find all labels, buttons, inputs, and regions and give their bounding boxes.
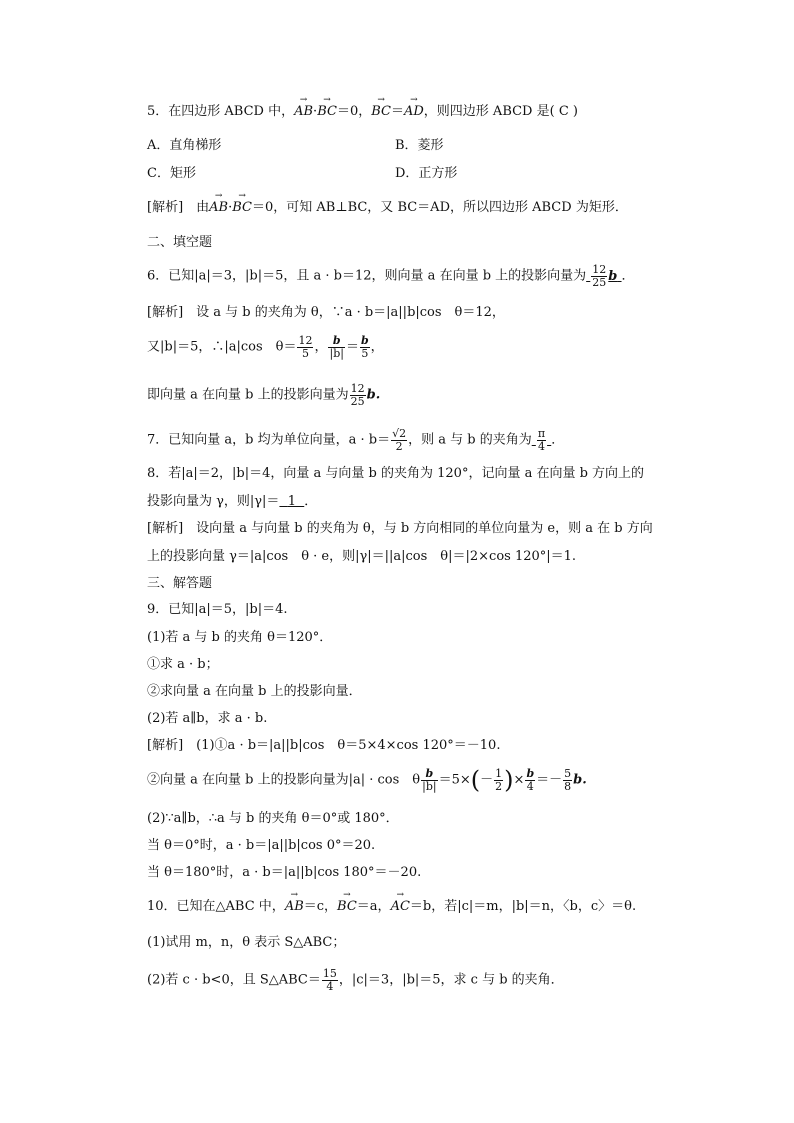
fraction-denominator: |b|: [422, 779, 437, 793]
q10-stem-text: 10．已知在△ABC 中，: [147, 899, 285, 914]
right-paren: ): [504, 766, 514, 795]
vector-ad: → AD: [404, 105, 424, 118]
section-fill-in-blank: 二、填空题: [147, 235, 213, 250]
q10-part-1: (1)试用 m，n，θ 表示 S△ABC；: [147, 935, 346, 950]
q5-option-b: B．菱形: [395, 138, 444, 153]
vector-bc: → BC: [337, 900, 357, 913]
vector-bc: → BC: [232, 201, 252, 214]
q9-analysis-line-4: 当 θ＝0°时，a · b＝|a||b|cos 0°＝20.: [147, 838, 376, 853]
q6-analysis-3-text: 即向量 a 在向量 b 上的投影向量为: [147, 387, 349, 403]
equals: ＝: [345, 339, 359, 355]
q10-part-2-text: (2)若 c · b<0，且 S△ABC＝: [147, 972, 321, 988]
q9-part-1: (1)若 a 与 b 的夹角 θ＝120°．: [147, 630, 333, 645]
q5-option-c: C．矩形: [147, 166, 196, 181]
vector-bc-2: → BC: [371, 105, 391, 118]
fraction-denominator: 8: [564, 779, 572, 793]
fraction-numerator: 12: [298, 334, 313, 347]
q5-analysis-lead: [解析] 由: [147, 200, 210, 215]
q8-analysis-line-1: [解析] 设向量 a 与向量 b 的夹角为 θ，与 b 方向相同的单位向量为 e，则 a 在 b 方向: [147, 521, 653, 536]
q5-analysis: [147, 201, 628, 214]
q6-answer-vector: b: [608, 268, 618, 284]
fraction-denominator: 4: [526, 779, 534, 793]
comma: ，: [314, 339, 328, 355]
q7-stem-mid: ，则 a 与 b 的夹角为: [408, 432, 532, 448]
times: ×: [513, 772, 525, 788]
q10-eq-c: ＝c，: [303, 899, 338, 914]
fraction-numerator: 5: [564, 767, 572, 780]
vector-ab: → AB: [209, 201, 228, 214]
q5-stem-text: 5．在四边形 ABCD 中，: [147, 104, 295, 119]
fraction-numerator: 1: [495, 767, 503, 780]
q6-analysis-line-1: [解析] 设 a 与 b 的夹角为 θ，∵a · b＝|a||b|cos θ＝12，: [147, 305, 505, 320]
equals-symbol: ＝: [390, 104, 404, 119]
fraction-denominator: |b|: [329, 346, 344, 360]
q9-analysis-line-3: (2)∵a∥b，∴a 与 b 的夹角 θ＝0°或 180°．: [147, 811, 399, 826]
equals-five-times: ＝5×: [438, 772, 471, 788]
fraction-denominator: 5: [301, 346, 309, 360]
fraction-denominator: 2: [395, 439, 403, 453]
q8-answer: [279, 494, 304, 509]
minus-sign: －: [480, 772, 494, 788]
fraction-numerator: b: [328, 335, 344, 348]
q9-stem: 9．已知|a|＝5，|b|＝4.: [147, 602, 288, 617]
vector-b: b.: [573, 772, 587, 788]
q5-analysis-tail: ＝0，可知 AB⊥BC，又 BC＝AD，所以四边形 ABCD 为矩形．: [252, 200, 628, 215]
fraction-denominator: 5: [361, 346, 369, 360]
q9-part-2: (2)若 a∥b，求 a · b.: [147, 711, 268, 726]
dot-symbol: ·: [313, 104, 318, 119]
q7-answer-numerator: π: [537, 427, 546, 440]
q9-analysis-line-1: [解析] (1)①a · b＝|a||b|cos θ＝5×4×cos 120°＝－10.: [147, 738, 501, 753]
q7-stem: [147, 428, 564, 452]
q9-analysis-line-2: [147, 766, 587, 795]
q9-analysis-2-text: ②向量 a 在向量 b 上的投影向量为|a| · cos θ: [147, 772, 421, 788]
left-paren: (: [470, 766, 481, 795]
q6-answer-numerator: 12: [592, 263, 607, 276]
q6-answer: [586, 263, 621, 289]
vector-ab: → AB: [294, 105, 313, 118]
q10-stem: [147, 900, 636, 913]
equals-zero: ＝0，: [336, 104, 372, 119]
q8-stem-line-2: [147, 495, 317, 508]
q6-stem-text: 6．已知|a|＝3，|b|＝5，且 a · b＝12，则向量 a 在向量 b 上的投影向量为: [147, 268, 587, 284]
q6-analysis-line-3: [147, 383, 380, 407]
q9-part-1b: ②求向量 a 在向量 b 上的投影向量．: [147, 684, 362, 699]
section-solutions: 三、解答题: [147, 576, 213, 591]
q8-answer-value: 1: [287, 494, 296, 509]
fraction-denominator: 4: [326, 979, 334, 993]
q6-analysis-line-2: [147, 335, 384, 359]
q10-part-2-tail: ，|c|＝3，|b|＝5，求 c 与 b 的夹角．: [338, 972, 564, 988]
fraction-numerator: 15: [322, 967, 337, 980]
q8-stem-text: 投影向量为 γ，则|γ|＝: [147, 494, 280, 509]
fraction-numerator: √2: [392, 427, 407, 440]
q7-answer-denominator: 4: [537, 439, 545, 453]
q8-stem-line-1: 8．若|a|＝2，|b|＝4，向量 a 与向量 b 的夹角为 120°，记向量 a 在向量 b 方向上的: [147, 466, 645, 481]
vector-b: b.: [366, 387, 381, 403]
equals-negative: ＝－: [536, 772, 563, 788]
q5-option-d: D．正方形: [395, 166, 458, 181]
q6-analysis-2-text: 又|b|＝5，∴|a|cos θ＝: [147, 339, 297, 355]
q5-option-a: A．直角梯形: [147, 138, 222, 153]
q5-stem-tail: ，则四边形 ABCD 是( C ): [423, 104, 578, 119]
q9-analysis-line-5: 当 θ＝180°时，a · b＝|a||b|cos 180°＝－20.: [147, 865, 422, 880]
q6-stem: 6．已知|a|＝3，|b|＝5，且 a · b＝12，则向量 a 在向量 b 上的投影向量为 $\frac{12}{25}$ b ．: [147, 263, 635, 289]
q7-answer: [532, 427, 552, 453]
vector-bc: → BC: [317, 105, 337, 118]
dot-symbol: ·: [228, 200, 233, 215]
q10-part-2: [147, 968, 564, 992]
fraction-numerator: b: [526, 767, 535, 780]
q9-part-1a: ①求 a · b；: [147, 657, 219, 672]
period: ．: [551, 432, 565, 448]
q8-analysis-line-2: 上的投影向量 γ＝|a|cos θ · e，则|γ|＝||a|cos θ|＝|2×cos 120°|＝1.: [147, 549, 577, 564]
fraction-numerator: b: [421, 768, 437, 781]
fraction-denominator: 2: [495, 779, 503, 793]
q7-stem-text: 7．已知向量 a，b 均为单位向量，a · b＝: [147, 432, 391, 448]
fraction-numerator: 12: [350, 382, 365, 395]
vector-ab: → AB: [285, 900, 304, 913]
fraction-numerator: b: [360, 334, 369, 347]
q10-stem-tail: ＝b，若|c|＝m，|b|＝n，〈b，c〉＝θ.: [409, 899, 637, 914]
vector-ac: → AC: [391, 900, 410, 913]
comma: ，: [370, 339, 384, 355]
q10-eq-a: ＝a，: [356, 899, 391, 914]
fraction-denominator: 25: [350, 394, 365, 408]
q5-stem: [147, 105, 578, 118]
q6-answer-denominator: 25: [592, 275, 607, 289]
period: ．: [304, 494, 318, 509]
